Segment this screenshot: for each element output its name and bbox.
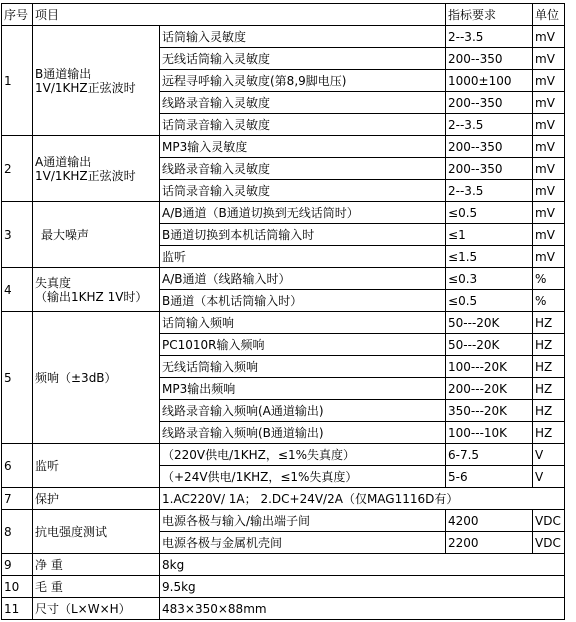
group-line-1: 失真度 <box>35 275 72 290</box>
merged-value: 8kg <box>160 554 565 576</box>
item-spec: ≤1 <box>446 224 533 246</box>
spec-table-body <box>2 4 565 620</box>
item-spec: 2--3.5 <box>446 26 533 48</box>
item-unit: HZ <box>533 312 565 334</box>
item-unit: mV <box>533 224 565 246</box>
group-line-1: 频响（±3dB） <box>35 370 117 385</box>
item-unit: mV <box>533 202 565 224</box>
item-spec: 2200 <box>446 532 533 554</box>
item-name: 线路录音输入灵敏度 <box>160 92 446 114</box>
item-name: 无线话筒输入灵敏度 <box>160 48 446 70</box>
item-unit: mV <box>533 92 565 114</box>
item-unit: HZ <box>533 334 565 356</box>
item-spec: ≤0.5 <box>446 202 533 224</box>
item-spec: 200--350 <box>446 92 533 114</box>
row-number: 4 <box>2 268 33 312</box>
row-group-label: 尺寸（L×W×H） <box>33 598 160 620</box>
table-row <box>2 136 565 158</box>
item-unit: mV <box>533 48 565 70</box>
item-unit: HZ <box>533 356 565 378</box>
table-row <box>2 312 565 334</box>
item-name: 监听 <box>160 246 446 268</box>
item-name: 远程寻呼输入灵敏度(第8,9脚电压) <box>160 70 446 92</box>
row-number: 9 <box>2 554 33 576</box>
item-unit: VDC <box>533 510 565 532</box>
group-line-1: 抗电强度测试 <box>35 524 108 539</box>
group-line-1: 最大噪声 <box>41 227 90 242</box>
group-line-2: 1V/1KHZ正弦波时 <box>35 80 136 95</box>
merged-value: 483×350×88mm <box>160 598 565 620</box>
row-group-label <box>33 444 160 488</box>
row-number: 10 <box>2 576 33 598</box>
item-name: 线路录音输入频响(B通道输出) <box>160 422 446 444</box>
item-name: 电源各极与输入/输出端子间 <box>160 510 446 532</box>
item-unit: mV <box>533 180 565 202</box>
item-name: 话筒录音输入灵敏度 <box>160 180 446 202</box>
row-group-label: 净 重 <box>33 554 160 576</box>
row-group-label <box>33 202 160 268</box>
item-spec: 100---10K <box>446 422 533 444</box>
item-name: 线路录音输入频响(A通道输出) <box>160 400 446 422</box>
item-spec: 50---20K <box>446 334 533 356</box>
item-unit: VDC <box>533 532 565 554</box>
table-row <box>2 554 565 576</box>
merged-value: 9.5kg <box>160 576 565 598</box>
item-name: B通道（本机话筒输入时） <box>160 290 446 312</box>
header-no: 序号 <box>2 4 33 26</box>
table-row <box>2 268 565 290</box>
row-group-label <box>33 510 160 554</box>
item-spec: 350---20K <box>446 400 533 422</box>
item-spec: 200--350 <box>446 158 533 180</box>
row-number: 2 <box>2 136 33 202</box>
item-name: 话筒输入灵敏度 <box>160 26 446 48</box>
item-unit: V <box>533 444 565 466</box>
item-unit: mV <box>533 26 565 48</box>
group-line-2: （输出1KHZ 1V时） <box>35 289 148 304</box>
item-unit: V <box>533 466 565 488</box>
header-spec: 指标要求 <box>446 4 533 26</box>
item-name: 线路录音输入灵敏度 <box>160 158 446 180</box>
item-spec: 200--350 <box>446 48 533 70</box>
item-unit: % <box>533 268 565 290</box>
item-spec: ≤0.5 <box>446 290 533 312</box>
item-spec: 6-7.5 <box>446 444 533 466</box>
item-name: MP3输出频响 <box>160 378 446 400</box>
table-row <box>2 598 565 620</box>
row-number: 1 <box>2 26 33 136</box>
item-spec: ≤1.5 <box>446 246 533 268</box>
item-unit: mV <box>533 246 565 268</box>
item-spec: 200---20K <box>446 378 533 400</box>
item-name: （+24V供电/1KHZ，≤1%失真度） <box>160 466 446 488</box>
item-unit: mV <box>533 70 565 92</box>
item-unit: HZ <box>533 378 565 400</box>
item-unit: mV <box>533 136 565 158</box>
table-row <box>2 202 565 224</box>
item-spec: 2--3.5 <box>446 180 533 202</box>
item-spec: 1000±100 <box>446 70 533 92</box>
group-line-1: 监听 <box>35 458 60 473</box>
item-unit: mV <box>533 114 565 136</box>
table-row <box>2 488 565 510</box>
item-unit: HZ <box>533 400 565 422</box>
group-line-1: A通道输出 <box>35 154 92 169</box>
row-number: 3 <box>2 202 33 268</box>
header-unit: 单位 <box>533 4 565 26</box>
item-name: B通道切换到本机话筒输入时 <box>160 224 446 246</box>
row-number: 6 <box>2 444 33 488</box>
group-line-2: 1V/1KHZ正弦波时 <box>35 168 136 183</box>
item-unit: mV <box>533 158 565 180</box>
row-number: 11 <box>2 598 33 620</box>
item-name: A/B通道（线路输入时） <box>160 268 446 290</box>
group-line-1: B通道输出 <box>35 66 92 81</box>
item-name: 电源各极与金属机壳间 <box>160 532 446 554</box>
table-row <box>2 444 565 466</box>
merged-value: 1.AC220V/ 1A； 2.DC+24V/2A（仅MAG1116D有） <box>160 488 565 510</box>
item-spec: 4200 <box>446 510 533 532</box>
row-group-label <box>33 312 160 444</box>
item-name: 无线话筒输入频响 <box>160 356 446 378</box>
spec-table <box>1 3 565 620</box>
row-number: 8 <box>2 510 33 554</box>
item-unit: HZ <box>533 422 565 444</box>
item-name: （220V供电/1KHZ，≤1%失真度） <box>160 444 446 466</box>
row-group-label <box>33 26 160 136</box>
header-row <box>2 4 565 26</box>
item-name: 话筒输入频响 <box>160 312 446 334</box>
item-spec: 100---20K <box>446 356 533 378</box>
item-name: PC1010R输入频响 <box>160 334 446 356</box>
table-row <box>2 510 565 532</box>
item-name: A/B通道（B通道切换到无线话筒时） <box>160 202 446 224</box>
row-number: 7 <box>2 488 33 510</box>
table-row <box>2 26 565 48</box>
item-spec: 50---20K <box>446 312 533 334</box>
item-unit: % <box>533 290 565 312</box>
row-group-label <box>33 268 160 312</box>
item-name: MP3输入灵敏度 <box>160 136 446 158</box>
row-group-label <box>33 136 160 202</box>
item-spec: 2--3.5 <box>446 114 533 136</box>
item-spec: ≤0.3 <box>446 268 533 290</box>
table-row <box>2 576 565 598</box>
item-spec: 5-6 <box>446 466 533 488</box>
item-name: 话筒录音输入灵敏度 <box>160 114 446 136</box>
item-spec: 200--350 <box>446 136 533 158</box>
row-number: 5 <box>2 312 33 444</box>
row-group-label: 保护 <box>33 488 160 510</box>
header-item: 项目 <box>33 4 446 26</box>
row-group-label: 毛 重 <box>33 576 160 598</box>
